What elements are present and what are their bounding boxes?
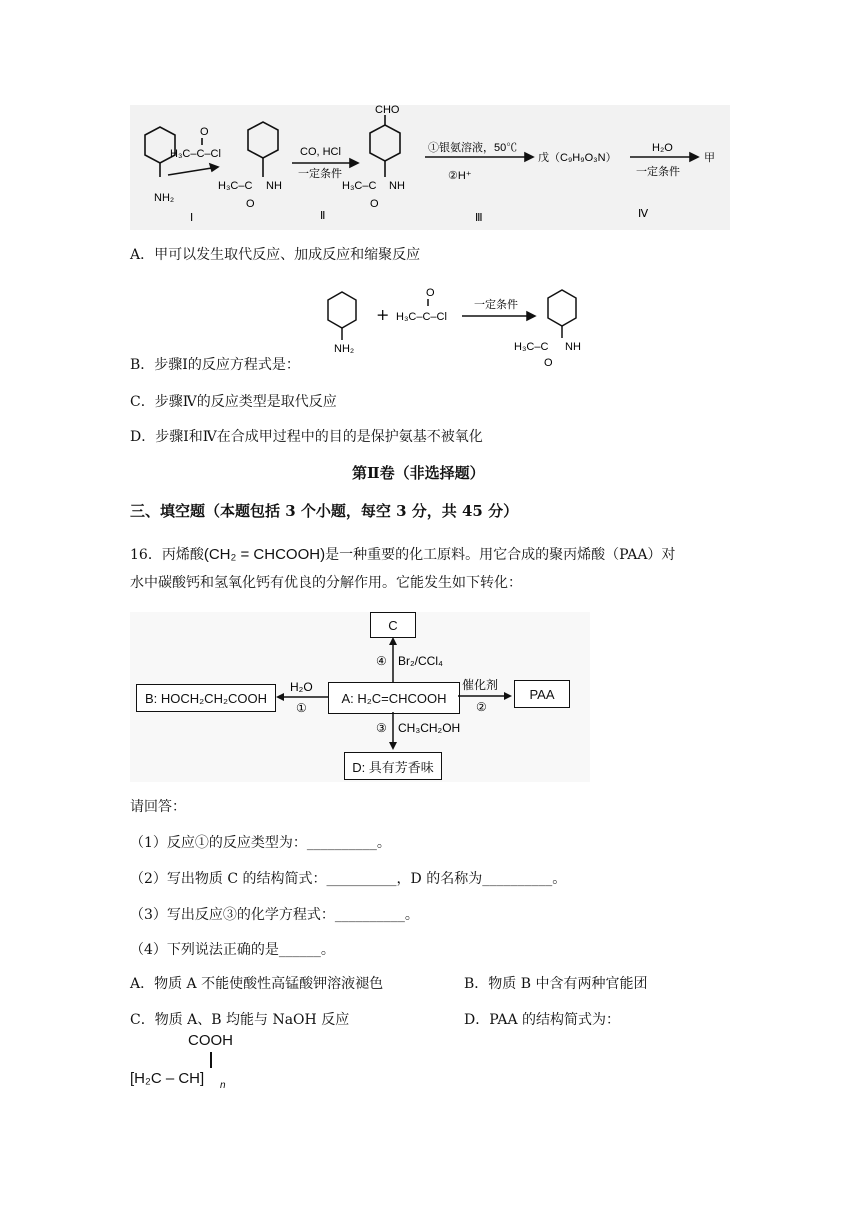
- question-16-rest: 是一种重要的化工原料。用它合成的聚丙烯酸（PAA）对: [325, 547, 676, 563]
- paa-subscript-n: n: [220, 1080, 226, 1091]
- nh2-label: NH₂: [334, 343, 355, 355]
- condition-label: 一定条件: [298, 168, 342, 180]
- question-16-prefix: 16．丙烯酸: [130, 547, 204, 563]
- acrylic-acid-formula: (CH₂ = CHCOOH): [203, 546, 326, 563]
- option-d: D．步骤Ⅰ和Ⅳ在合成甲过程中的目的是保护氨基不被氧化: [130, 429, 483, 445]
- o-label: O: [246, 198, 255, 210]
- reaction-2-reagent: 催化剂: [462, 678, 499, 692]
- box-paa: PAA: [514, 680, 570, 708]
- option-c: C．步骤Ⅳ的反应类型是取代反应: [130, 394, 337, 410]
- reaction-3-reagent: CH₃CH₂OH: [398, 721, 461, 735]
- nh-label: NH: [565, 341, 581, 353]
- section-title: 第Ⅱ卷（非选择题）: [352, 464, 485, 482]
- reagent-acetyl-chloride: H₃C–C–Cl: [396, 311, 447, 323]
- reaction-4-reagent: Br₂/CCl₄: [398, 654, 443, 668]
- paa-structure: [130, 1032, 270, 1094]
- please-answer: 请回答：: [130, 799, 186, 815]
- choice-c: C．物质 A、B 均能与 NaOH 反应: [130, 1012, 350, 1028]
- sub-question-2: （2）写出物质 C 的结构简式：__________，D 的名称为__________。: [130, 871, 567, 887]
- reagent-acid: ②H⁺: [448, 170, 472, 182]
- step-label-ii: Ⅱ: [320, 210, 326, 222]
- cho-label: CHO: [375, 105, 400, 116]
- option-b: B．步骤Ⅰ的反应方程式是：: [130, 357, 300, 373]
- reagent-water: H₂O: [652, 142, 673, 154]
- o-label: O: [370, 198, 379, 210]
- condition-label: 一定条件: [474, 299, 518, 311]
- paa-bond: [210, 1052, 212, 1068]
- h3c-label: H₃C–C: [514, 341, 549, 353]
- sub-question-3: （3）写出反应③的化学方程式：__________。: [130, 907, 419, 923]
- reaction-4-number: ④: [376, 654, 387, 668]
- reaction-1-reagent: H₂O: [290, 680, 313, 694]
- box-b: B: HOCH₂CH₂COOH: [136, 684, 276, 712]
- conversion-scheme: [130, 612, 590, 782]
- reaction-1-number: ①: [296, 701, 307, 715]
- h3c-label: H₃C–C: [218, 180, 253, 192]
- plus-sign: +: [376, 305, 390, 324]
- condition-label: 一定条件: [636, 166, 680, 178]
- step-i-equation: [310, 284, 610, 370]
- h3c-label: H₃C–C: [342, 180, 377, 192]
- choice-a: A．物质 A 不能使酸性高锰酸钾溶液褪色: [130, 976, 384, 992]
- reagent-co-hcl: CO, HCl: [300, 146, 341, 158]
- question-16-line-2: 水中碳酸钙和氢氧化钙有优良的分解作用。它能发生如下转化：: [130, 575, 522, 591]
- reaction-3-number: ③: [376, 721, 387, 735]
- compound-jia: 甲: [704, 152, 715, 164]
- question-16-line-1: [130, 546, 675, 564]
- box-a: A: H₂C=CHCOOH: [328, 682, 460, 714]
- synthesis-scheme-1: [130, 105, 730, 230]
- o-label: O: [200, 126, 209, 138]
- choice-d: D．PAA 的结构简式为：: [464, 1012, 621, 1028]
- equation-drawing: [310, 284, 610, 370]
- part-three-title: 三、填空题（本题包括 3 个小题，每空 3 分，共 45 分）: [130, 502, 519, 520]
- choice-b: B．物质 B 中含有两种官能团: [464, 976, 648, 992]
- reagent-acetyl-chloride: H₃C–C–Cl: [170, 148, 221, 160]
- nh2-label: NH₂: [154, 192, 175, 204]
- box-d: D: 具有芳香味: [344, 752, 442, 780]
- nh-label: NH: [389, 180, 405, 192]
- paa-carboxyl: COOH: [188, 1032, 233, 1049]
- option-a: A．甲可以发生取代反应、加成反应和缩聚反应: [130, 247, 421, 263]
- step-label-iii: Ⅲ: [475, 212, 483, 224]
- step-label-i: Ⅰ: [190, 212, 194, 224]
- reaction-2-number: ②: [476, 700, 487, 714]
- box-c: C: [370, 612, 416, 638]
- paa-chain: [H₂C – CH]: [130, 1070, 205, 1087]
- sub-question-1: （1）反应①的反应类型为：__________。: [130, 835, 391, 851]
- scheme-2-arrows: [130, 612, 590, 782]
- scheme-1-drawing: [130, 105, 730, 230]
- sub-question-4: （4）下列说法正确的是______。: [130, 942, 335, 958]
- step-label-iv: Ⅳ: [638, 208, 649, 220]
- o-label: O: [544, 357, 553, 369]
- compound-wu: 戊（C₉H₉O₃N）: [538, 152, 617, 164]
- o-label: O: [426, 287, 435, 299]
- reagent-silver-ammonia: ①银氨溶液，50℃: [428, 142, 518, 154]
- nh-label: NH: [266, 180, 282, 192]
